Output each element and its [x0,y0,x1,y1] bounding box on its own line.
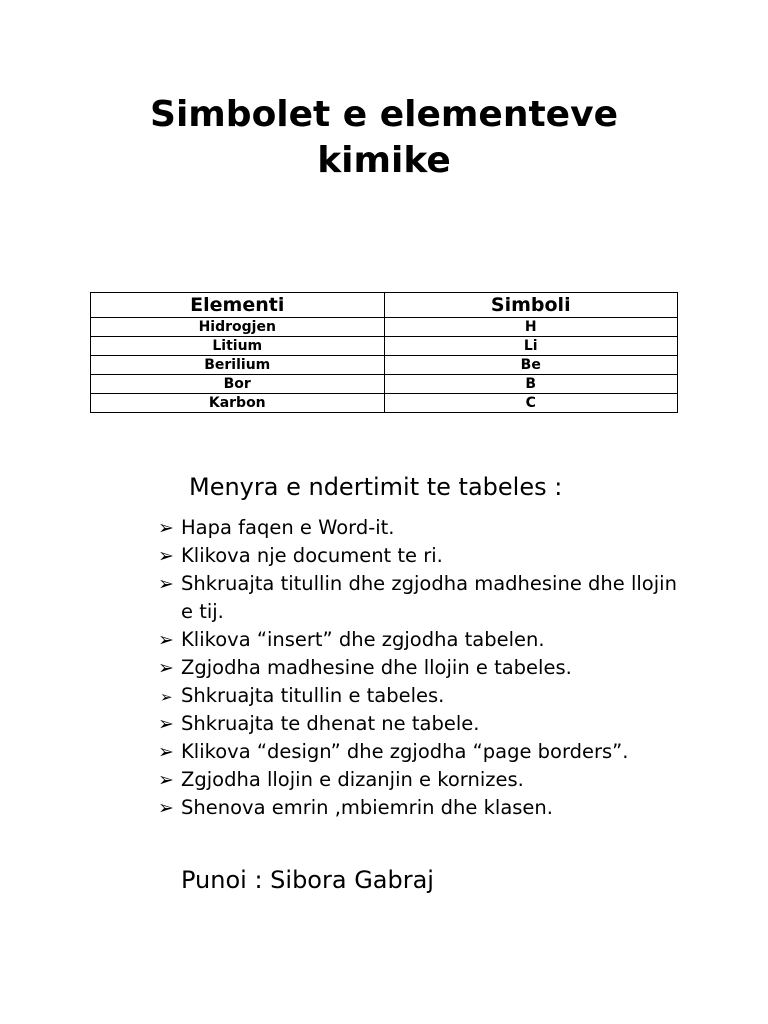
column-header-symbol: Simboli [384,293,678,318]
arrow-bullet-icon: ➢ [158,797,174,819]
list-item [158,514,678,542]
elements-table [90,292,678,413]
element-symbol-cell: Li [384,337,678,356]
table-header-row [91,293,678,318]
arrow-bullet-icon: ➢ [158,629,174,651]
table-row [91,394,678,413]
step-text: Shenova emrin ,mbiemrin dhe klasen. [181,796,553,819]
title-line-2: kimike [317,140,451,181]
list-item [158,570,678,626]
arrow-bullet-icon: ➢ [158,517,174,539]
list-item [158,766,678,794]
element-name-cell: Hidrogjen [91,318,385,337]
element-name-cell: Litium [91,337,385,356]
table-row [91,337,678,356]
title-line-1: Simbolet e elementeve [150,94,618,135]
table-row [91,318,678,337]
arrow-bullet-icon: ➢ [158,657,174,679]
element-name-cell: Berilium [91,356,385,375]
steps-list [158,514,678,822]
table-row [91,375,678,394]
element-symbol-cell: Be [384,356,678,375]
element-symbol-cell: H [384,318,678,337]
element-symbol-cell: C [384,394,678,413]
arrow-bullet-icon: ➢ [158,573,174,595]
step-text: Hapa faqen e Word-it. [181,516,395,539]
table-row [91,356,678,375]
step-text: Klikova “design” dhe zgjodha “page borders”. [181,740,629,763]
step-text: Zgjodha llojin e dizanjin e kornizes. [181,768,524,791]
element-symbol-cell: B [384,375,678,394]
element-name-cell: Karbon [91,394,385,413]
steps-heading: Menyra e ndertimit te tabeles : [189,473,563,501]
page-title [0,92,768,184]
step-text: Klikova nje document te ri. [181,544,443,567]
list-item [158,654,678,682]
arrow-bullet-icon: ➢ [158,545,174,567]
list-item [158,682,678,710]
step-text: Zgjodha madhesine dhe llojin e tabeles. [181,656,572,679]
list-item [158,710,678,738]
list-item [158,738,678,766]
step-text: Shkruajta titullin e tabeles. [181,684,445,707]
step-text: Klikova “insert” dhe zgjodha tabelen. [181,628,545,651]
arrow-bullet-icon: ➢ [158,769,174,791]
author-line: Punoi : Sibora Gabraj [181,866,434,894]
list-item [158,626,678,654]
list-item [158,794,678,822]
step-text: Shkruajta titullin dhe zgjodha madhesine dhe llojin e tij. [181,572,677,623]
arrow-bullet-icon: ➢ [160,688,173,706]
list-item [158,542,678,570]
step-text: Shkruajta te dhenat ne tabele. [181,712,480,735]
element-name-cell: Bor [91,375,385,394]
arrow-bullet-icon: ➢ [158,713,174,735]
column-header-element: Elementi [91,293,385,318]
arrow-bullet-icon: ➢ [158,741,174,763]
